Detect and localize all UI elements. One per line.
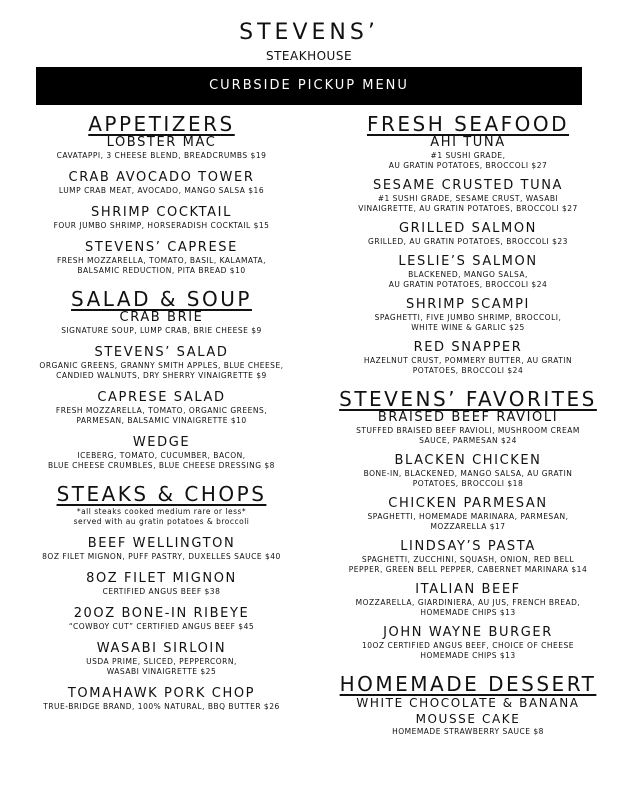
menu-item-desc: VINAIGRETTE, AU GRATIN POTATOES, BROCCOLI $27 <box>358 204 578 213</box>
menu-item-desc: SIGNATURE SOUP, LUMP CRAB, BRIE CHEESE $9 <box>61 326 262 335</box>
menu-item <box>323 496 613 532</box>
menu-item-name: BLACKEN CHICKEN <box>394 453 542 468</box>
menu-item <box>14 170 309 196</box>
menu-item <box>14 571 309 597</box>
menu-item <box>323 254 613 290</box>
menu-item-name: STEVENS’ CAPRESE <box>85 240 238 255</box>
menu-item <box>14 390 309 426</box>
section-title-appetizers: APPETIZERS <box>88 112 235 136</box>
menu-item-name: SHRIMP SCAMPI <box>406 297 530 312</box>
menu-item-name: AHI TUNA <box>430 135 506 150</box>
right-column <box>323 113 613 737</box>
menu-item-desc: FRESH MOZZARELLA, TOMATO, BASIL, KALAMATA, <box>56 256 267 265</box>
menu-item-name: LINDSAY’S PASTA <box>400 539 536 554</box>
left-column <box>14 113 309 712</box>
menu-item-desc: MOZZARELLA, GIARDINIERA, AU JUS, FRENCH BREAD, <box>355 598 581 607</box>
menu-item <box>323 453 613 489</box>
menu-item-desc: 8OZ FILET MIGNON, PUFF PASTRY, DUXELLES SAUCE $40 <box>42 552 281 561</box>
menu-item-desc: STUFFED BRAISED BEEF RAVIOLI, MUSHROOM CREAM <box>356 426 580 435</box>
restaurant-name: STEVENS’ <box>239 20 379 45</box>
menu-item <box>323 695 613 737</box>
menu-item-name: WHITE CHOCOLATE & BANANA <box>356 696 580 710</box>
menu-item-desc: BALSAMIC REDUCTION, PITA BREAD $10 <box>77 266 246 275</box>
menu-item <box>323 178 613 214</box>
menu-item-name: SHRIMP COCKTAIL <box>91 205 232 220</box>
menu-item-desc: #1 SUSHI GRADE, <box>430 151 506 160</box>
menu-item-desc: LUMP CRAB MEAT, AVOCADO, MANGO SALSA $16 <box>58 186 265 195</box>
menu-item-desc: HOMEMADE STRAWBERRY SAUCE $8 <box>392 727 544 736</box>
menu-item <box>323 297 613 333</box>
menu-item-desc: 10OZ CERTIFIED ANGUS BEEF, CHOICE OF CHEESE <box>361 641 575 650</box>
menu-item-desc: PARMESAN, BALSAMIC VINAIGRETTE $10 <box>76 416 247 425</box>
menu-item-desc: ICEBERG, TOMATO, CUCUMBER, BACON, <box>77 451 246 460</box>
menu-item <box>323 410 613 446</box>
menu-item-desc: CERTIFIED ANGUS BEEF $38 <box>102 587 221 596</box>
menu-item-desc: POTATOES, BROCCOLI $24 <box>412 366 524 375</box>
menu-item-desc: BONE-IN, BLACKENED, MANGO SALSA, AU GRATIN <box>363 469 573 478</box>
menu-item-desc: CAVATAPPI, 3 CHEESE BLEND, BREADCRUMBS $19 <box>56 151 267 160</box>
menu-item <box>14 606 309 632</box>
menu-item <box>323 582 613 618</box>
restaurant-subtitle: STEAKHOUSE <box>265 49 353 63</box>
menu-item-name: CAPRESE SALAD <box>97 390 226 405</box>
restaurant-header <box>0 20 618 64</box>
menu-item <box>323 135 613 171</box>
menu-item-desc: POTATOES, BROCCOLI $18 <box>412 479 524 488</box>
menu-item-desc: SPAGHETTI, HOMEMADE MARINARA, PARMESAN, <box>367 512 569 521</box>
menu-item-desc: “COWBOY CUT” CERTIFIED ANGUS BEEF $45 <box>68 622 255 631</box>
menu-item-desc: HOMEMADE CHIPS $13 <box>420 608 516 617</box>
section-title-steaks-chops: STEAKS & CHOPS <box>56 482 267 506</box>
menu-item-name: 8OZ FILET MIGNON <box>86 571 237 586</box>
menu-item-name: WEDGE <box>132 435 191 450</box>
menu-item-desc: CANDIED WALNUTS, DRY SHERRY VINAIGRETTE $9 <box>56 371 267 380</box>
menu-item-name: LOBSTER MAC <box>106 135 217 150</box>
section-title-favorites: STEVENS’ FAVORITES <box>339 387 597 411</box>
menu-item-desc: AU GRATIN POTATOES, BROCCOLI $27 <box>388 161 548 170</box>
menu-item <box>14 536 309 562</box>
menu-item <box>14 641 309 677</box>
menu-item-desc: BLUE CHEESE CRUMBLES, BLUE CHEESE DRESSING $8 <box>48 461 275 470</box>
menu-item-name: BRAISED BEEF RAVIOLI <box>377 410 559 425</box>
menu-item-desc: SPAGHETTI, FIVE JUMBO SHRIMP, BROCCOLI, <box>374 313 562 322</box>
menu-item-name: STEVENS’ SALAD <box>94 345 229 360</box>
menu-item <box>14 345 309 381</box>
menu-item-name: RED SNAPPER <box>413 340 523 355</box>
menu-item-name: CRAB BRIE <box>119 310 204 325</box>
menu-item-desc: HOMEMADE CHIPS $13 <box>420 651 516 660</box>
menu-item-desc: MOZZARELLA $17 <box>430 522 506 531</box>
menu-item <box>14 135 309 161</box>
menu-item-desc: ORGANIC GREENS, GRANNY SMITH APPLES, BLUE CHEESE, <box>39 361 284 370</box>
menu-item-desc: BLACKENED, MANGO SALSA, <box>408 270 528 279</box>
menu-item <box>323 625 613 661</box>
menu-item-desc: FOUR JUMBO SHRIMP, HORSERADISH COCKTAIL $15 <box>53 221 270 230</box>
section-title-fresh-seafood: FRESH SEAFOOD <box>366 112 570 136</box>
menu-item-name: CHICKEN PARMESAN <box>388 496 548 511</box>
menu-item-desc: PEPPER, GREEN BELL PEPPER, CABERNET MARINARA $14 <box>348 565 588 574</box>
menu-item-name: 20OZ BONE-IN RIBEYE <box>73 606 250 621</box>
menu-item-name: BEEF WELLINGTON <box>87 536 236 551</box>
menu-item <box>323 221 613 247</box>
menu-item <box>14 240 309 276</box>
menu-item-name: SESAME CRUSTED TUNA <box>372 178 564 193</box>
steaks-note-sides: served with au gratin potatoes & broccoli <box>73 517 250 526</box>
menu-item-name: GRILLED SALMON <box>399 221 537 236</box>
section-title-salad-soup: SALAD & SOUP <box>71 287 252 311</box>
menu-item-desc: HAZELNUT CRUST, POMMERY BUTTER, AU GRATIN <box>363 356 573 365</box>
menu-item-desc: GRILLED, AU GRATIN POTATOES, BROCCOLI $23 <box>368 237 568 246</box>
menu-banner: CURBSIDE PICKUP MENU <box>36 67 582 105</box>
steaks-note: *all steaks cooked medium rare or less* <box>76 507 247 516</box>
menu-item <box>323 539 613 575</box>
menu-item-name: WASABI SIRLOIN <box>96 641 227 656</box>
menu-item-name: TOMAHAWK PORK CHOP <box>67 686 256 701</box>
menu-item-name: LESLIE’S SALMON <box>398 254 538 269</box>
menu-item-desc: #1 SUSHI GRADE, SESAME CRUST, WASABI <box>377 194 559 203</box>
menu-item-desc: USDA PRIME, SLICED, PEPPERCORN, <box>86 657 237 666</box>
menu-item-desc: TRUE-BRIDGE BRAND, 100% NATURAL, BBQ BUTTER $26 <box>43 702 280 711</box>
menu-item <box>323 340 613 376</box>
menu-item-name: CRAB AVOCADO TOWER <box>68 170 255 185</box>
menu-item-desc: FRESH MOZZARELLA, TOMATO, ORGANIC GREENS, <box>55 406 268 415</box>
menu-item-desc: WASABI VINAIGRETTE $25 <box>106 667 217 676</box>
menu-item-desc: SPAGHETTI, ZUCCHINI, SQUASH, ONION, RED BELL <box>361 555 575 564</box>
menu-item <box>14 310 309 336</box>
menu-item <box>14 435 309 471</box>
menu-item-desc: WHITE WINE & GARLIC $25 <box>411 323 525 332</box>
menu-item-name: JOHN WAYNE BURGER <box>383 625 553 640</box>
menu-item-desc: AU GRATIN POTATOES, BROCCOLI $24 <box>388 280 548 289</box>
menu-item-desc: SAUCE, PARMESAN $24 <box>419 436 517 445</box>
menu-item <box>14 205 309 231</box>
menu-item-name-cont: MOUSSE CAKE <box>415 712 521 726</box>
menu-item <box>14 686 309 712</box>
menu-item-name: ITALIAN BEEF <box>415 582 521 597</box>
section-title-dessert: HOMEMADE DESSERT <box>339 672 597 696</box>
